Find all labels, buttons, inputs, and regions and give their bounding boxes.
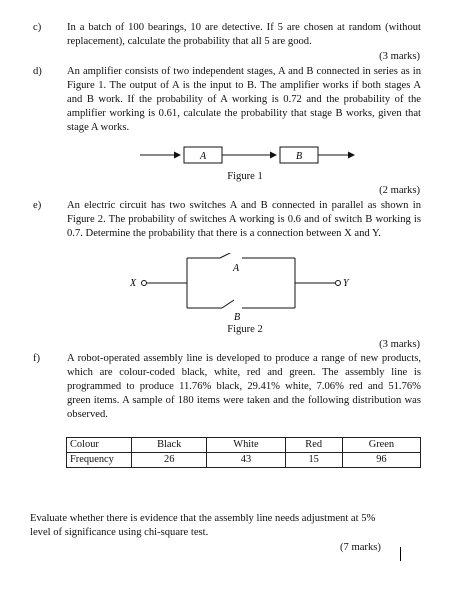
question-label: c) bbox=[33, 22, 42, 33]
table-cell: Red bbox=[285, 438, 342, 453]
figure-1-caption: Figure 1 bbox=[227, 171, 263, 182]
table-row bbox=[67, 438, 421, 453]
table-row bbox=[67, 453, 421, 468]
table-cell: White bbox=[207, 438, 285, 453]
question-text: A robot-operated assembly line is developed to produce a range of new products, which are colour-coded black, white, red and green. The assembly line is programmed to produce 11.76% black, 29.41% white, 7.06% red and 51.76% green items. A sample of 180 items were taken and the following distribution was observed. bbox=[67, 353, 421, 420]
switch-b-label: B bbox=[233, 312, 241, 323]
table-cell: 15 bbox=[285, 453, 342, 468]
question-label: d) bbox=[33, 66, 42, 77]
question-text: An amplifier consists of two independent stages, A and B connected in series as in Figure 1. The output of A is the input to B. The amplifier works if both stages A and B work. If the probability of A working is 0.72 and the probability of the amplifier working is 0.61, calculate the probability that stage B works, given that stage A works. bbox=[67, 66, 421, 133]
closing-instruction: Evaluate whether there is evidence that the assembly line needs adjustment at 5% level of significance using chi-square test. bbox=[30, 513, 376, 538]
switch-b bbox=[222, 300, 234, 308]
marks-label: (3 marks) bbox=[379, 339, 420, 350]
table-cell: Colour bbox=[67, 438, 132, 453]
table-cell: 96 bbox=[342, 453, 420, 468]
table-cell: 43 bbox=[207, 453, 285, 468]
table-cell: Green bbox=[342, 438, 420, 453]
figure-2-caption: Figure 2 bbox=[227, 324, 263, 335]
switch-a bbox=[220, 253, 232, 258]
table-cell: Frequency bbox=[67, 453, 132, 468]
stage-a-label: A bbox=[199, 151, 207, 162]
question-text: In a batch of 100 bearings, 10 are detective. If 5 are chosen at random (without replacement), calculate the probability that all 5 are good. bbox=[67, 22, 421, 47]
table-cell: Black bbox=[132, 438, 207, 453]
question-text: An electric circuit has two switches A and B connected in parallel as shown in Figure 2. The probability of switches A working is 0.6 and of switch B working is 0.7. Determine the probability that there is a connection between X and Y. bbox=[67, 200, 421, 239]
node-y-terminal bbox=[336, 281, 341, 286]
text-cursor bbox=[400, 547, 401, 561]
marks-label: (3 marks) bbox=[379, 51, 420, 62]
stage-b-label: B bbox=[295, 151, 303, 162]
table-cell: 26 bbox=[132, 453, 207, 468]
frequency-table bbox=[66, 437, 421, 468]
marks-label: (2 marks) bbox=[379, 185, 420, 196]
question-label: f) bbox=[33, 353, 41, 364]
node-x-label: X bbox=[130, 278, 137, 289]
figure-1-series-diagram bbox=[140, 144, 360, 168]
question-label: e) bbox=[33, 200, 42, 211]
switch-a-label: A bbox=[232, 263, 240, 274]
node-x-terminal bbox=[142, 281, 147, 286]
node-y-label: Y bbox=[343, 278, 349, 289]
marks-label: (7 marks) bbox=[340, 542, 381, 553]
figure-2-parallel-circuit bbox=[120, 253, 360, 323]
